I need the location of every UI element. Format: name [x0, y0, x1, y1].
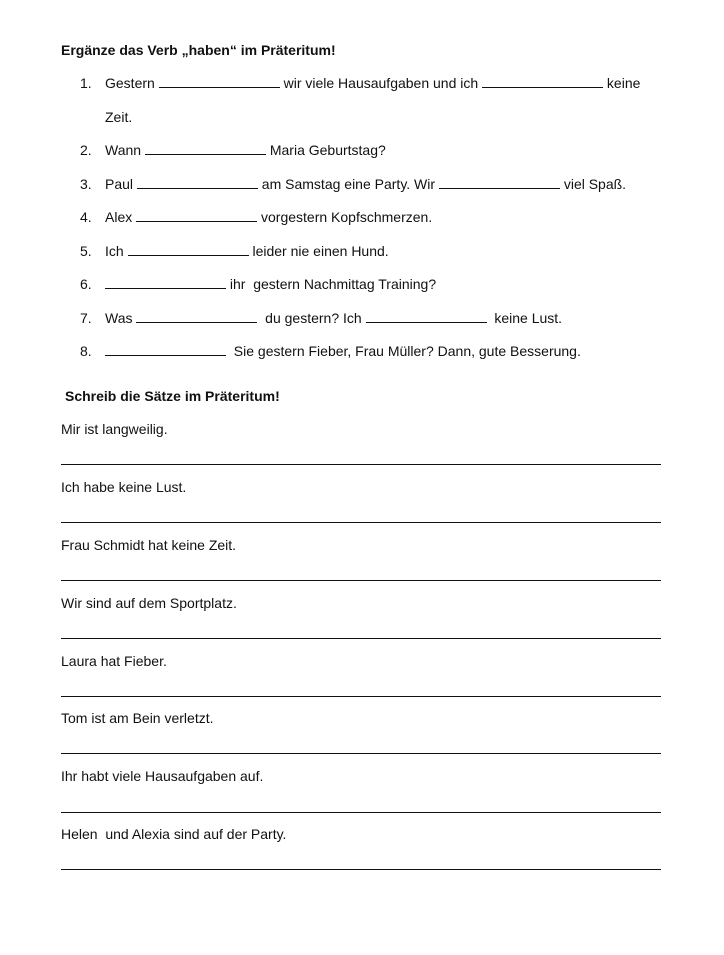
- exercise-text-segment: Paul: [105, 176, 137, 192]
- exercise-text: [105, 209, 432, 225]
- exercise-text: [105, 142, 386, 158]
- source-sentence: Wir sind auf dem Sportplatz.: [61, 595, 237, 611]
- source-sentence: Tom ist am Bein verletzt.: [61, 710, 214, 726]
- answer-line[interactable]: [61, 638, 661, 639]
- fill-in-blank[interactable]: [105, 276, 226, 289]
- answer-line[interactable]: [61, 753, 661, 754]
- exercise-number: 1.: [80, 75, 92, 91]
- fill-in-blank[interactable]: [137, 176, 258, 189]
- exercise-text-segment: vorgestern Kopfschmerzen.: [257, 209, 433, 225]
- fill-in-blank[interactable]: [159, 75, 280, 88]
- fill-in-blank[interactable]: [128, 243, 249, 256]
- exercise-number: 3.: [80, 176, 92, 192]
- exercise-text-segment: ihr gestern Nachmittag Training?: [226, 276, 437, 292]
- answer-line[interactable]: [61, 869, 661, 870]
- exercise-text: [105, 176, 626, 192]
- source-sentence: Ich habe keine Lust.: [61, 479, 187, 495]
- exercise-number: 2.: [80, 142, 92, 158]
- source-sentence: Laura hat Fieber.: [61, 653, 167, 669]
- source-sentence: Frau Schmidt hat keine Zeit.: [61, 537, 237, 553]
- exercise-text-segment: am Samstag eine Party. Wir: [257, 176, 439, 192]
- exercise-number: 7.: [80, 310, 92, 326]
- fill-in-blank[interactable]: [105, 343, 226, 356]
- exercise-text-segment: du gestern? Ich: [257, 310, 366, 326]
- exercise-text: [105, 276, 436, 292]
- answer-line[interactable]: [61, 812, 661, 813]
- exercise-text-continued: Zeit.: [105, 109, 133, 125]
- exercise-text: [105, 343, 581, 359]
- exercise-number: 5.: [80, 243, 92, 259]
- exercise-text: [105, 243, 389, 259]
- exercise-text-segment: Sie gestern Fieber, Frau Müller? Dann, gute Besserung.: [226, 343, 581, 359]
- section1-heading: Ergänze das Verb „haben“ im Präteritum!: [61, 42, 336, 58]
- answer-line[interactable]: [61, 696, 661, 697]
- exercise-text-segment: wir viele Hausaufgaben und ich: [279, 75, 483, 91]
- exercise-text-segment: Gestern: [105, 75, 159, 91]
- exercise-number: 6.: [80, 276, 92, 292]
- exercise-text-segment: Ich: [105, 243, 128, 259]
- source-sentence: Helen und Alexia sind auf der Party.: [61, 826, 287, 842]
- exercise-number: 4.: [80, 209, 92, 225]
- fill-in-blank[interactable]: [439, 176, 560, 189]
- fill-in-blank[interactable]: [482, 75, 603, 88]
- section2-heading: Schreib die Sätze im Präteritum!: [65, 388, 280, 404]
- answer-line[interactable]: [61, 464, 661, 465]
- fill-in-blank[interactable]: [136, 310, 257, 323]
- exercise-text-segment: viel Spaß.: [559, 176, 627, 192]
- exercise-text-segment: Maria Geburtstag?: [265, 142, 386, 158]
- exercise-text-segment: Was: [105, 310, 137, 326]
- exercise-text-segment: Wann: [105, 142, 145, 158]
- source-sentence: Mir ist langweilig.: [61, 421, 168, 437]
- fill-in-blank[interactable]: [145, 142, 266, 155]
- exercise-text-segment: leider nie einen Hund.: [248, 243, 389, 259]
- exercise-text-segment: Alex: [105, 209, 137, 225]
- answer-line[interactable]: [61, 580, 661, 581]
- exercise-text-segment: keine: [603, 75, 641, 91]
- source-sentence: Ihr habt viele Hausaufgaben auf.: [61, 768, 264, 784]
- fill-in-blank[interactable]: [366, 310, 487, 323]
- answer-line[interactable]: [61, 522, 661, 523]
- exercise-text: [105, 310, 562, 326]
- fill-in-blank[interactable]: [136, 209, 257, 222]
- exercise-text: [105, 75, 640, 91]
- exercise-text-segment: keine Lust.: [486, 310, 563, 326]
- exercise-number: 8.: [80, 343, 92, 359]
